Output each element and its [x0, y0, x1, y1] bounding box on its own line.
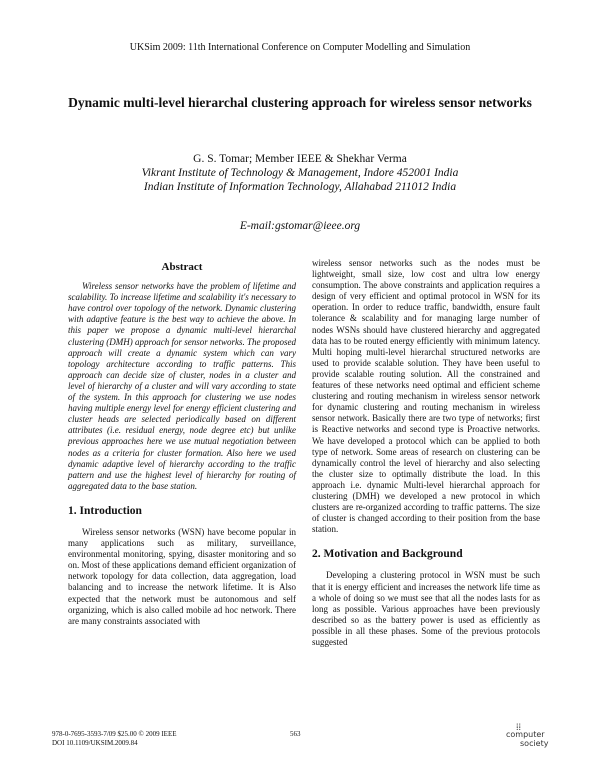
- section2-heading: 2. Motivation and Background: [312, 548, 463, 561]
- author-block: [0, 152, 600, 194]
- logo-mark-icon: ⁞⁞: [516, 722, 522, 732]
- introduction-text: Wireless sensor networks (WSN) have become popular in many applications such as military, surveillance, environmental monitoring, spying, disaster monitoring and so on. Most of these applications demand efficient organization of network topology for data collection, data aggregation, load balancing and to increase the network lifetime. It is Also expected that the network must be autonomous and self organizing, which is also called mobile ad hoc network. There are many constraints associated with: [68, 526, 296, 626]
- introduction-continuation: wireless sensor networks such as the nodes must be lightweight, small size, low cost and ultra low energy consumption. The above constraints and application requires a design of very efficient and optimal protocol in WSN for its operation. In order to reduce traffic, bandwidth, ensure fault tolerance & scalability and for managing large number of nodes WSNs should have clustered hierarchy and aggregated data has to be routed energy efficiently with minimum latency. Multi hoping multi-level hierarchal structured networks are used to provide scalable solution. They have been useful to provide scalable routing solution. All the constrained and features of these networks need optimal and efficient scheme clustering and routing mechanism in wireless sensor network for dynamic clustering and routing mechanism in wireless sensor network. Basically there are two type of networks; first is Reactive networks and second type is Proactive networks. We have developed a protocol which can be applied to both type of network. Some areas of research on clustering can be dynamically control the level of hierarchy and also selecting the cluster size to optimally distribute the load. In this approach i.e. dynamic Multi-level hierarchal approach for clustering (DMH) we developed a new protocol in which clusters are re-organized according to traffic patterns. The size of cluster is changed according to their position from the base station.: [312, 258, 540, 535]
- logo-line-2: society: [520, 739, 549, 748]
- footer-citation: [52, 730, 177, 748]
- left-column: [68, 262, 296, 627]
- conference-header: UKSim 2009: 11th International Conference on Computer Modelling and Simulation: [129, 42, 471, 53]
- abstract-heading: Abstract: [161, 261, 203, 273]
- right-column: [312, 258, 540, 648]
- computer-society-logo: [506, 722, 562, 752]
- affiliation-2: Indian Institute of Information Technology, Allahabad 211012 India: [143, 181, 457, 193]
- section2-text: Developing a clustering protocol in WSN must be such that it is energy efficient and increases the network life time as a whole of doing so we must see that all the nodes lasts for as long as possible. Various approaches have been previously described so as the battery power is used as efficiently as possible in all these phases. Some of the previous protocols suggested: [312, 570, 540, 647]
- author-email: E-mail:gstomar@ieee.org: [239, 220, 361, 232]
- abstract-text: Wireless sensor networks have the problem of lifetime and scalability. To increase lifetime and scalability it's necessary to have control over topology of the network. Dynamic clustering with adaptive feature is the best way to achieve the above. In this paper we propose a dynamic multi-level hierarchal clustering (DMH) approach for sensor networks. The proposed approach will create a dynamic system which can vary topology architecture according to traffic patterns. This approach can decide size of cluster, nodes in a cluster and level of hierarchy of a cluster and will vary according to state of the system. In this approach for clustering we use nodes having multiple energy level for energy efficient clustering and cluster heads are selected periodically based on different attributes (i.e. residual energy, node degree etc) but unlike previous approaches here we use mutual negotiation between nodes as a criteria for cluster formation. Also here we used dynamic adaptive level of hierarchy according to the traffic pattern and use the highest level of hierarchy for routing of aggregated data to the base station.: [68, 281, 296, 491]
- paper-title: Dynamic multi-level hierarchal clustering approach for wireless sensor networks: [68, 95, 532, 110]
- footer-isbn: 978-0-7695-3593-7/09 $25.00 © 2009 IEEE: [52, 730, 177, 738]
- introduction-heading: 1. Introduction: [68, 504, 142, 517]
- logo-line-1: computer: [506, 730, 545, 739]
- author-names: G. S. Tomar; Member IEEE & Shekhar Verma: [193, 153, 407, 165]
- page-number: 563: [290, 730, 301, 738]
- affiliation-1: Vikrant Institute of Technology & Management, Indore 452001 India: [141, 167, 459, 179]
- footer-doi: DOI 10.1109/UKSIM.2009.84: [52, 739, 138, 747]
